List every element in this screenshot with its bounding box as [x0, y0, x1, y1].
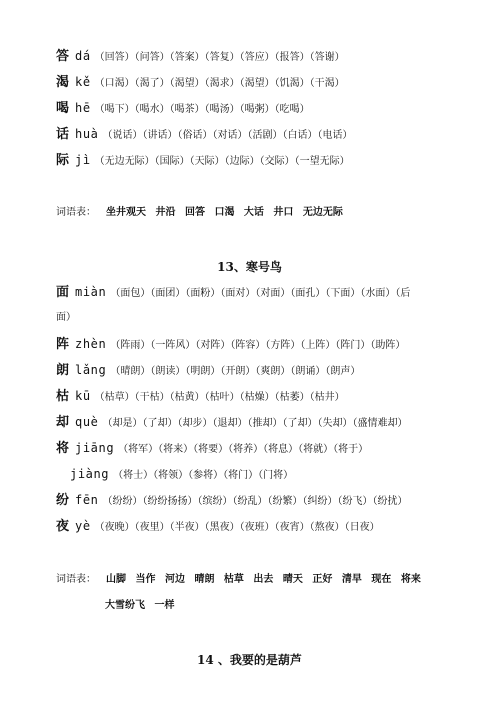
entry-hua — [56, 127, 469, 143]
entry-char: 阵 — [56, 337, 70, 352]
entry-pinyin: huà — [75, 127, 99, 141]
entry-pinyin: zhèn — [75, 337, 107, 351]
entry-pinyin: què — [75, 415, 99, 429]
entry-da — [56, 49, 469, 65]
entry-words: （将士）（将领）（参将）（将门）（门将） — [113, 470, 294, 481]
entry-words: （说话）（讲话）（俗话）（对话）（活剧）（白话）（电话） — [102, 130, 353, 141]
entry-mian-continued — [56, 311, 469, 325]
entry-ye — [56, 519, 469, 535]
entry-words: （面包）（面团）（面粉）（面对）（对面）（面孔）（下面）（水面）（后 — [110, 288, 411, 299]
lesson-14-title: 14 、我要的是葫芦 — [197, 653, 302, 667]
entry-ji — [56, 153, 469, 169]
entry-words: （阵雨）（一阵风）（对阵）（阵容）（方阵）（上阵）（阵门）（助阵） — [110, 340, 406, 351]
entry-char: 喝 — [56, 101, 70, 116]
entry-jiang — [56, 441, 469, 457]
entry-char: 纷 — [56, 493, 70, 508]
entry-words: （却是）（了却）（却步）（退却）（推却）（了却）（失却）（盛情难却） — [102, 418, 408, 429]
vocab-label: 词语表： — [56, 574, 96, 585]
vocab-list-b-continued — [105, 599, 469, 613]
entry-char: 际 — [56, 153, 70, 168]
entry-words: （晴朗）（朗读）（明朗）（开朗）（爽朗）（朗诵）（朗声） — [110, 366, 361, 377]
entry-char: 话 — [56, 127, 70, 142]
entry-jiang-4th-tone — [70, 467, 469, 483]
vocab-words-continued: 大雪纷飞 一样 — [105, 600, 175, 611]
entry-pinyin: jiàng — [70, 467, 110, 481]
entry-lang — [56, 363, 469, 379]
entry-words: （枯草）（干枯）（枯黄）（枯叶）（枯燥）（枯萎）（枯井） — [94, 392, 345, 403]
entry-pinyin: hē — [75, 101, 91, 115]
vocab-words: 山脚 当作 河边 晴朗 枯草 出去 晴天 正好 清早 现在 将来 — [106, 574, 421, 585]
entry-ke — [56, 75, 469, 91]
entry-char: 夜 — [56, 519, 70, 534]
entry-words: （口渴）（渴了）（渴望）（渴求）（渴望）（饥渴）（干渴） — [94, 78, 345, 89]
entry-pinyin: kě — [75, 75, 91, 89]
entry-char: 渴 — [56, 75, 70, 90]
entry-he — [56, 101, 469, 117]
entry-ku — [56, 389, 469, 405]
entry-words: （将军）（将来）（将要）（将养）（将息）（将就）（将于） — [118, 444, 369, 455]
entry-words: （回答）（问答）（答案）（答复）（答应）（报答）（答谢） — [94, 52, 345, 63]
entry-char: 朗 — [56, 363, 70, 378]
entry-pinyin: kū — [75, 389, 91, 403]
vocab-words: 坐井观天 井沿 回答 口渴 大话 井口 无边无际 — [106, 207, 343, 218]
entry-char: 将 — [56, 441, 70, 456]
entry-char: 却 — [56, 415, 70, 430]
vocab-label: 词语表： — [56, 207, 96, 218]
entry-words: （无边无际）（国际）（天际）（边际）（交际）（一望无际） — [94, 156, 350, 167]
vocab-list-b — [56, 573, 469, 587]
vocab-list-a — [56, 206, 469, 220]
entry-mian — [56, 285, 469, 301]
entry-words: （纷纷）（纷纷扬扬）（缤纷）（纷乱）（纷繁）（纠纷）（纷飞）（纷扰） — [102, 496, 408, 507]
entry-char: 枯 — [56, 389, 70, 404]
entry-pinyin: miàn — [75, 285, 107, 299]
lesson-13-title: 13、寒号鸟 — [217, 260, 282, 274]
entry-words: （夜晚）（夜里）（半夜）（黑夜）（夜班）（夜宵）（熬夜）（日夜） — [94, 522, 380, 533]
entry-pinyin: lǎng — [75, 363, 107, 377]
entry-words-continued: 面） — [56, 312, 76, 323]
entry-char: 答 — [56, 49, 70, 64]
entry-pinyin: jì — [75, 153, 91, 167]
entry-pinyin: dá — [75, 49, 91, 63]
entry-pinyin: yè — [75, 519, 91, 533]
entry-fen — [56, 493, 469, 509]
entry-zhen — [56, 337, 469, 353]
entry-char: 面 — [56, 285, 70, 300]
entry-pinyin: jiāng — [75, 441, 115, 455]
entry-que — [56, 415, 469, 431]
entry-pinyin: fēn — [75, 493, 99, 507]
entry-words: （喝下）（喝水）（喝茶）（喝汤）（喝粥）（吃喝） — [94, 104, 310, 115]
